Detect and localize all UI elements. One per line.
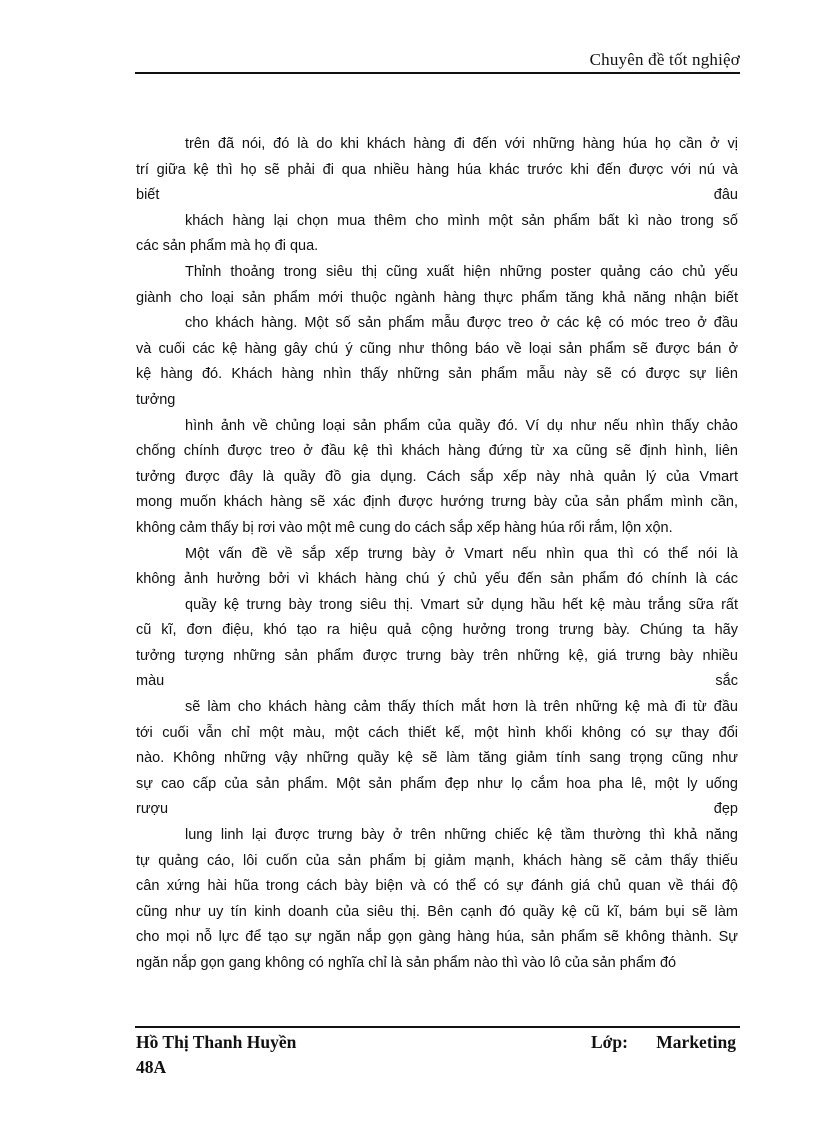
body-word-left: màu	[136, 673, 165, 690]
body-line: hình ảnh về chủng loại sản phẩm của quầy đó. Ví dụ như nếu nhìn thấy chảo	[185, 417, 738, 434]
body-line: các sản phẩm mà họ đi qua.	[136, 238, 319, 255]
body-line: lung linh lại được trưng bày ở trên những chiếc kệ tầm thường thì khả năng	[185, 827, 738, 844]
body-line: giành cho loại sản phẩm mới thuộc ngành hàng thực phẩm tăng khả năng nhận biết	[136, 289, 738, 306]
body-line: tự quảng cáo, lôi cuốn của sản phẩm bị giảm mạnh, khách hàng sẽ cảm thấy thiếu	[136, 852, 738, 869]
body-text	[136, 132, 738, 977]
body-line: ngăn nắp gọn gang không có nghĩa chỉ là sản phẩm nào thì vào lô của sản phẩm đó	[136, 955, 677, 971]
header-rule	[135, 72, 740, 74]
body-line: sẽ làm cho khách hàng cảm thấy thích mắt hơn là trên những kệ mà đi từ đầu	[185, 699, 738, 716]
body-line: tưởng được đây là quầy đồ gia dụng. Cách sắp xếp này nhà quản lý của Vmart	[136, 468, 738, 485]
body-line: kệ hàng đó. Khách hàng nhìn thấy những sản phẩm mẫu này sẽ có được sự liên	[136, 366, 738, 383]
body-line: Một vấn đề về sắp xếp trưng bày ở Vmart nếu nhìn qua thì có thể nói là	[185, 545, 738, 562]
body-line: nào. Không những vậy những quầy kệ sẽ làm tăng giảm tính sang trọng cũng như	[136, 750, 738, 767]
body-line: cho khách hàng. Một số sản phẩm mẫu được treo ở các kệ có móc treo ở đầu	[185, 315, 738, 332]
footer-class-extra: 48A	[136, 1057, 167, 1077]
body-line: không cảm thấy bị rơi vào một mê cung do cách sắp xếp hàng húa rối rắm, lộn xộn.	[136, 519, 673, 536]
footer-author: Hồ Thị Thanh Huyền	[136, 1032, 297, 1052]
body-line: tưởng tượng những sản phẩm được trưng bày trên những kệ, giá trưng bày nhiều	[136, 647, 738, 664]
footer-class-label: Lớp:	[591, 1032, 628, 1052]
body-word-right: sắc	[715, 673, 738, 690]
body-line: không ảnh hưởng bởi vì khách hàng chú ý chủ yếu đến sản phẩm đó chính là các	[136, 571, 738, 588]
body-line: trên đã nói, đó là do khi khách hàng đi đến với những hàng húa họ cần ở vị	[185, 136, 738, 152]
body-line: khách hàng lại chọn mua thêm cho mình một sản phẩm bất kì nào trong số	[185, 212, 738, 229]
body-line: quầy kệ trưng bày trong siêu thị. Vmart sử dụng hầu hết kệ màu trắng sữa rất	[185, 596, 738, 613]
body-line-split	[136, 669, 738, 695]
footer-class-value: Marketing	[656, 1032, 736, 1052]
body-word-right: đẹp	[713, 801, 738, 818]
body-line: trí giữa kệ thì họ sẽ phải đi qua nhiều hàng húa khác trước khi đến được với nú và	[136, 161, 738, 178]
body-word-left: biết	[136, 187, 160, 204]
body-word-right: đâu	[713, 187, 738, 204]
body-line: cân xứng hài hũa trong cách bày biện và có thể có sự đánh giá chủ quan về thái độ	[136, 878, 738, 895]
body-word-left: rượu	[136, 801, 169, 818]
body-line-split	[136, 183, 738, 209]
body-line: và cuối các kệ hàng gây chú ý cũng như thông báo về loại sản phẩm sẽ được bán ở	[136, 340, 738, 357]
body-line: sự cao cấp của sản phẩm. Một sản phẩm đẹp như lọ cắm hoa pha lê, một ly uống	[136, 775, 738, 792]
page-header-title: Chuyên đề tốt nghiệơ	[589, 50, 740, 69]
body-line-split	[136, 797, 738, 823]
body-line: tới cuối vẫn chỉ một màu, một cách thiết kế, một hình khối không có sự thay đổi	[136, 724, 738, 741]
body-line: Thỉnh thoảng trong siêu thị cũng xuất hiện những poster quảng cáo chủ yếu	[185, 263, 738, 280]
body-line: mong muốn khách hàng sẽ xác định được hướng trưng bày của sản phẩm mình cần,	[136, 494, 738, 511]
body-line: cũ kĩ, đơn điệu, khó tạo ra hiệu quả cộng hưởng trong trưng bày. Chúng ta hãy	[136, 622, 738, 639]
footer-rule	[135, 1026, 740, 1028]
body-line: cho mọi nỗ lực để tạo sự ngăn nắp gọn gàng hàng húa, sản phẩm sẽ không thành. Sự	[136, 929, 738, 946]
body-line: chống chính được treo ở đầu kệ thì khách hàng đứng từ xa cũng sẽ định hình, liên	[136, 443, 738, 460]
body-line: cũng như uy tín kinh doanh của siêu thị. Bên cạnh đó quầy kệ cũ kĩ, bám bụi sẽ làm	[136, 903, 738, 920]
body-line: tưởng	[136, 391, 176, 408]
